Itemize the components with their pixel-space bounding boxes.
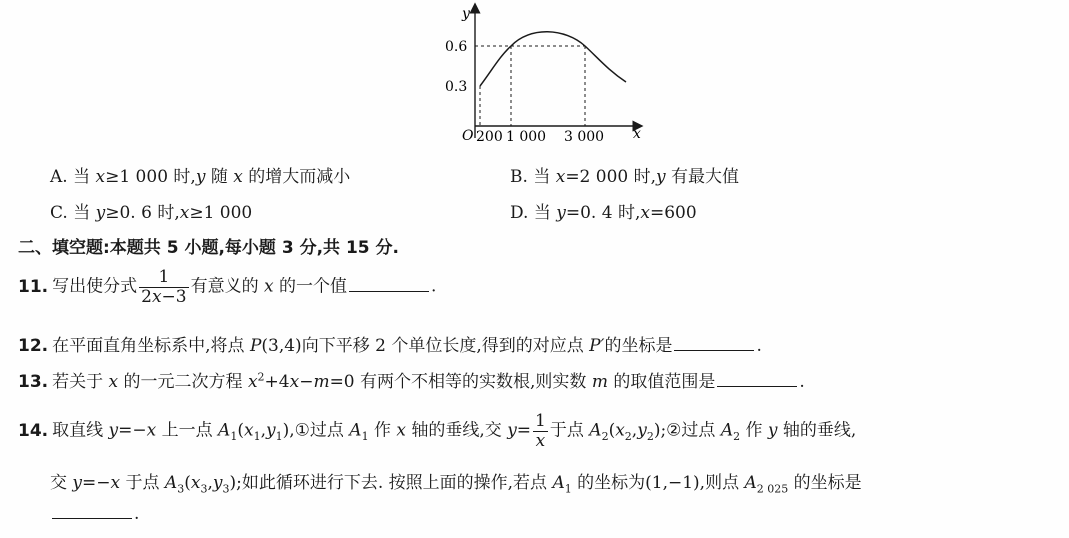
x-tick-1000: 1 000 [506, 129, 547, 145]
origin-label: O [462, 128, 474, 144]
curve [480, 32, 626, 86]
y-tick-0.6: 0.6 [445, 39, 468, 55]
answer-blank[interactable] [717, 385, 797, 387]
x-tick-200: 200 [476, 129, 503, 145]
option-b[interactable]: B. 当 x=2 000 时,y 有最大值 [510, 167, 740, 187]
x-axis-label: x [633, 126, 641, 142]
answer-blank[interactable] [52, 517, 132, 519]
fraction: $\frac{1}{x}$ [535, 411, 546, 451]
question-14-line-2: 交 y=−x 于点 $A_3(x_3,y_3)$;如此循环进行下去. 按照上面的操作,若点 $A_1$ 的坐标为(1,−1),则点 $A_{2 025}$ 的坐标是 [50, 473, 862, 496]
answer-blank[interactable] [674, 349, 754, 351]
section-title: 二、填空题:本题共 5 小题,每小题 3 分,共 15 分. [18, 238, 399, 258]
question-12: 12. 在平面直角坐标系中,将点 P(3,4)向下平移 2 个单位长度,得到的对应点 P′的坐标是 . [18, 336, 762, 356]
answer-blank[interactable] [349, 290, 429, 292]
question-number: 13. [18, 372, 49, 392]
question-13: 13. 若关于 x 的一元二次方程 $x^2+4x-m=0$ 有两个不相等的实数根,则实数 m 的取值范围是 . [18, 370, 805, 392]
question-14-line-1: 14. 取直线 y=−x 上一点 $A_1(x_1,y_1),①$过点 $A_1$ 作 x 轴的垂线,交 y= $\frac{1}{x}$ 于点 $A_2(x_2,y_2);②$过点 $A_2$ 作 y 轴的垂线, [18, 411, 857, 451]
function-graph [430, 0, 660, 150]
question-number: 14. [18, 420, 49, 441]
y-axis-label: y [462, 6, 470, 22]
fraction: $\frac{1}{2x-3}$ [141, 267, 187, 307]
question-number: 12. [18, 336, 49, 356]
option-c[interactable]: C. 当 y≥0. 6 时,x≥1 000 [50, 203, 253, 223]
question-number: 11. [18, 276, 49, 297]
question-14-line-3: . [50, 504, 139, 524]
x-tick-3000: 3 000 [564, 129, 605, 145]
option-d[interactable]: D. 当 y=0. 4 时,x=600 [510, 203, 697, 223]
y-tick-0.3: 0.3 [445, 79, 468, 95]
question-11: 11. 写出使分式 $\frac{1}{2x-3}$ 有意义的 x 的一个值 . [18, 267, 437, 307]
option-a[interactable]: A. 当 x≥1 000 时,y 随 x 的增大而减小 [50, 167, 351, 187]
